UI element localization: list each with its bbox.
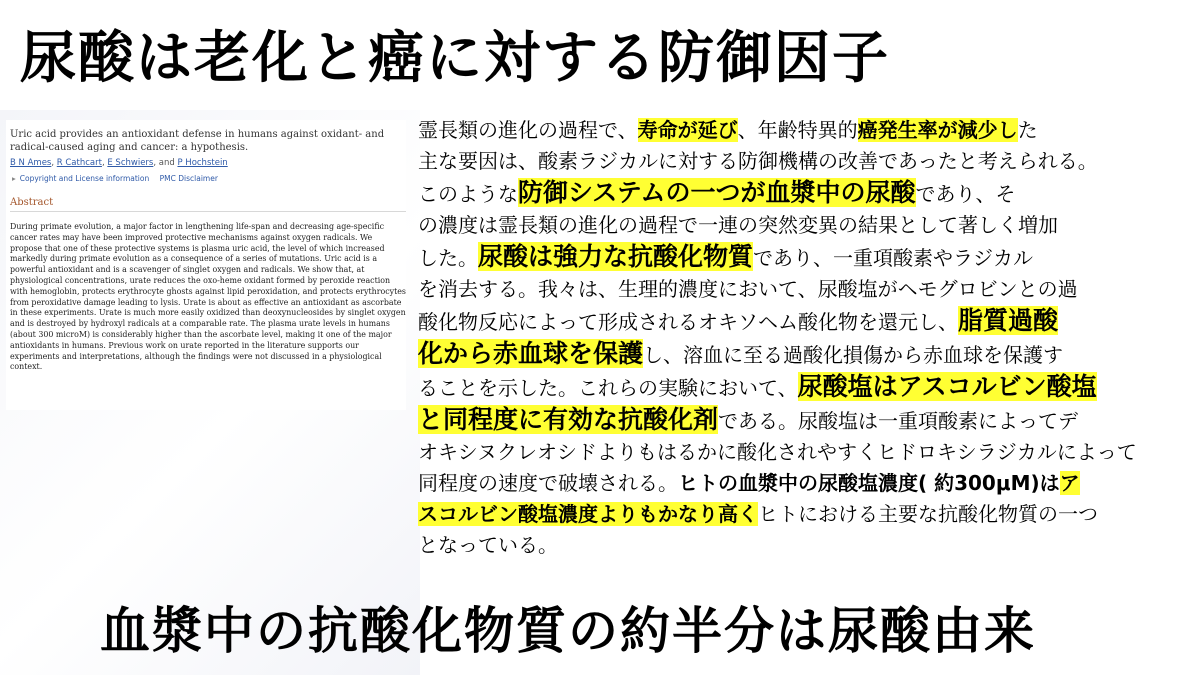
text-line: オキシヌクレオシドよりもはるかに酸化されやすくヒドロキシラジカルによって xyxy=(418,440,1137,464)
text-span: 霊長類の進化の過程で、 xyxy=(418,118,638,142)
bold-span: ヒトの血漿中の尿酸塩濃度( 約300μM)は xyxy=(678,471,1060,495)
text-line: 主な要因は、酸素ラジカルに対する防御機構の改善であったと考えられる。 xyxy=(418,149,1098,173)
text-line xyxy=(418,499,1198,530)
abstract-panel xyxy=(6,120,406,410)
highlight-span: と同程度に有効な抗酸化剤 xyxy=(418,405,719,434)
text-span: 、年齢特異的 xyxy=(737,118,858,142)
text-span: であり、一重項酸素やラジカル xyxy=(753,246,1034,270)
highlight-span: 尿酸は強力な抗酸化物質 xyxy=(478,242,754,271)
text-span: し、溶血に至る過酸化損傷から赤血球を保護す xyxy=(643,343,1064,367)
highlight-span: 尿酸塩はアスコルビン酸塩 xyxy=(797,372,1097,401)
highlight-span: ア xyxy=(1059,471,1080,495)
copyright-link[interactable]: Copyright and License information xyxy=(19,174,150,183)
text-line xyxy=(418,241,1198,274)
page-title: 尿酸は老化と癌に対する防御因子 xyxy=(20,25,890,91)
text-span: このような xyxy=(418,182,518,206)
text-span: た xyxy=(1017,118,1038,142)
text-span: 同程度の速度で破壊される。 xyxy=(418,471,678,495)
highlight-span: 脂質過酸 xyxy=(958,306,1059,335)
text-line xyxy=(418,115,1198,146)
text-span: 酸化物反応によって形成されるオキソヘム酸化物を還元し、 xyxy=(418,310,958,334)
paper-title: Uric acid provides an antioxidant defense in humans against oxidant- and radical-caused aging and cancer: a hypothesis. xyxy=(10,129,385,153)
text-line xyxy=(418,338,1198,371)
text-line: となっている。 xyxy=(418,533,558,557)
author-list: B N Ames, R Cathcart, E Schwiers, and P Hochstein xyxy=(10,158,228,168)
text-line xyxy=(418,305,1198,338)
text-span: ることを示した。これらの実験において、 xyxy=(418,376,798,400)
text-line xyxy=(418,177,1198,210)
text-line xyxy=(418,468,1198,499)
conclusion-text: 血漿中の抗酸化物質の約半分は尿酸由来 xyxy=(100,601,1036,660)
author-link[interactable]: P Hochstein xyxy=(177,158,228,168)
author-link[interactable]: B N Ames xyxy=(10,158,52,168)
explanation-text xyxy=(418,115,1198,561)
highlight-span: 癌発生率が減少し xyxy=(857,118,1018,142)
author-link[interactable]: E Schwiers xyxy=(107,158,154,168)
text-line xyxy=(418,404,1198,437)
text-line: の濃度は霊長類の進化の過程で一連の突然変異の結果として著しく増加 xyxy=(418,213,1058,237)
abstract-text: During primate evolution, a major factor in lengthening life-span and decreasing age-specific cancer rates may have been improved protective mechanisms against oxygen radicals. We propose that one of these protective systems is plasma uric acid, the level of which increased markedly during primate evolution as a consequence of a series of mutations. Uric acid is a powerful antioxidant and is a scavenger of singlet oxygen and radicals. We show that, at physiological concentrations, urate reduces the oxo-heme oxidant formed by peroxide reaction with hemoglobin, protects erythrocyte ghosts against lipid peroxidation, and protects erythrocytes from peroxidative damage leading to lysis. Urate is about as effective an antioxidant as ascorbate in these experiments. Urate is much more easily oxidized than deoxynucleosides by singlet oxygen and is destroyed by hydroxyl radicals at a comparable rate. The plasma urate levels in humans (about 300 microM) is considerably higher than the ascorbate level, making it one of the major antioxidants in humans. Previous work on urate reported in the literature supports our experiments and interpretations, although the findings were not discussed in a physiological context. xyxy=(10,222,406,372)
text-line: を消去する。我々は、生理的濃度において、尿酸塩がヘモグロビンとの過 xyxy=(418,277,1078,301)
text-span: した。 xyxy=(418,246,478,270)
highlight-span: 防御システムの一つが血漿中の尿酸 xyxy=(518,178,916,207)
article-links xyxy=(12,174,406,183)
highlight-span: 化から赤血球を保護 xyxy=(418,339,644,368)
pmc-disclaimer-link[interactable]: PMC Disclaimer xyxy=(159,174,218,183)
highlight-span: 寿命が延び xyxy=(637,118,738,142)
text-line xyxy=(418,371,1198,404)
text-span: である。尿酸塩は一重項酸素によってデ xyxy=(718,409,1079,433)
highlight-span: スコルビン酸塩濃度よりもかなり高く xyxy=(418,502,758,526)
abstract-heading: Abstract xyxy=(10,197,406,212)
expand-icon: ▸ xyxy=(12,174,16,183)
text-span: ヒトにおける主要な抗酸化物質の一つ xyxy=(758,502,1098,526)
text-span: であり、そ xyxy=(915,182,1016,206)
author-link[interactable]: R Cathcart xyxy=(56,158,102,168)
